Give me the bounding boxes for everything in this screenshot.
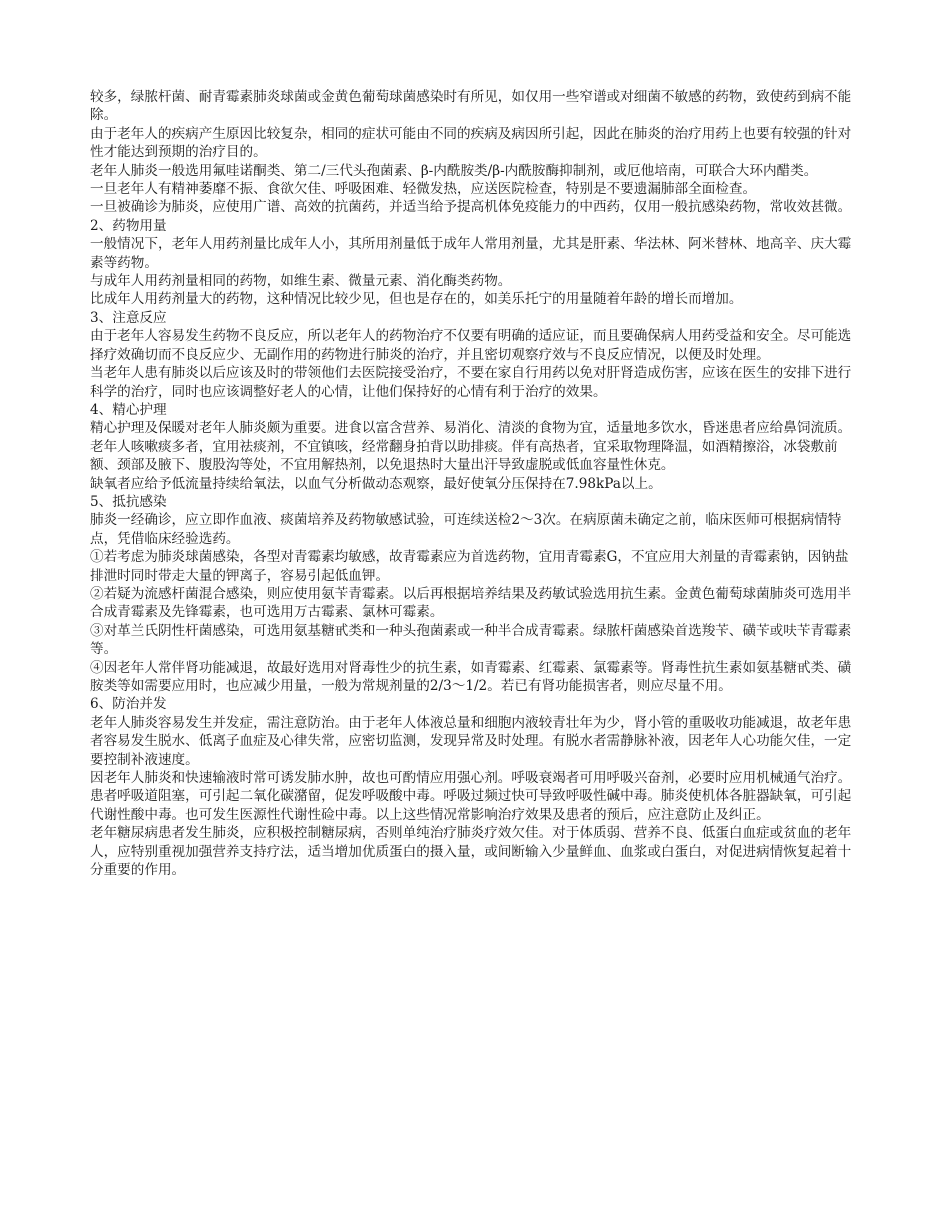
paragraph: 老年糖尿病患者发生肺炎，应积极控制糖尿病，否则单纯治疗肺炎疗效欠佳。对于体质弱、营养不良、低蛋白血症或贫血的老年人，应特别重视加强营养支持疗法，适当增加优质蛋白的摄入量，或间断输入少量鲜血、血浆或白蛋白，对促进病情恢复起着十分重要的作用。 [90, 825, 852, 879]
paragraph: 与成年人用药剂量相同的药物，如维生素、微量元素、消化酶类药物。 [90, 273, 512, 290]
paragraph: 患者呼吸道阻塞，可引起二氧化碳潴留，促发呼吸酸中毒。呼吸过频过快可导致呼吸性碱中毒。肺炎使机体各脏器缺氧，可引起代谢性酸中毒。也可发生医源性代谢性硷中毒。以上这些情况常影响治疗效果及患者的预后，应注意防止及纠正。 [90, 788, 852, 823]
paragraph: 由于老年人容易发生药物不良反应，所以老年人的药物治疗不仅要有明确的适应证，而且要确保病人用药受益和安全。尽可能选择疗效确切而不良反应少、无副作用的药物进行肺炎的治疗，并且密切观察疗效与不良反应情况，以便及时处理。 [90, 328, 852, 363]
paragraph: 精心护理及保暖对老年人肺炎颇为重要。进食以富含营养、易消化、清淡的食物为宜，适量地多饮水，昏迷患者应给鼻饲流质。 [90, 420, 852, 437]
paragraph: 老年人咳嗽痰多者，宜用祛痰剂，不宜镇咳，经常翻身拍背以助排痰。伴有高热者，宜采取物理降温，如酒精擦浴，冰袋敷前额、颈部及腋下、腹股沟等处，不宜用解热剂，以免退热时大量出汗导致虚脱或低血容量性休克。 [90, 438, 838, 474]
document-body [90, 88, 862, 879]
paragraph: 肺炎一经确诊，应立即作血液、痰菌培养及药物敏感试验，可连续送检2～3次。在病原菌未确定之前，临床医师可根据病情特点，凭借临床经验选药。 [90, 512, 842, 547]
paragraph: ①若考虑为肺炎球菌感染，各型对青霉素均敏感，故青霉素应为首选药物，宜用青霉素G，不宜应用大剂量的青霉素钠，因钠盐排泄时同时带走大量的钾离子，容易引起低血钾。 [90, 549, 849, 584]
section-heading: 6、防治并发 [90, 696, 167, 713]
paragraph: 当老年人患有肺炎以后应该及时的带领他们去医院接受治疗，不要在家自行用药以免对肝肾造成伤害，应该在医生的安排下进行科学的治疗，同时也应该调整好老人的心情，让他们保持好的心情有利于治疗的效果。 [90, 365, 852, 400]
paragraph: 一般情况下，老年人用药剂量比成年人小，其所用剂量低于成年人常用剂量，尤其是肝素、华法林、阿米替林、地高辛、庆大霉素等药物。 [90, 236, 852, 271]
paragraph: 比成年人用药剂量大的药物，这种情况比较少见，但也是存在的，如美乐托宁的用量随着年龄的增长而增加。 [90, 291, 743, 308]
paragraph: 由于老年人的疾病产生原因比较复杂，相同的症状可能由不同的疾病及病因所引起，因此在肺炎的治疗用药上也要有较强的针对性才能达到预期的治疗目的。 [90, 125, 852, 161]
paragraph: 一旦老年人有精神萎靡不振、食欲欠佳、呼吸困难、轻微发热，应送医院检查，特别是不要遗漏肺部全面检查。 [90, 181, 757, 198]
paragraph: ③对革兰氏阴性杆菌感染，可选用氨基糖甙类和一种头孢菌素或一种半合成青霉素。绿脓杆菌感染首选羧苄、磺苄或呋苄青霉素等。 [90, 622, 852, 658]
paragraph: 一旦被确诊为肺炎，应使用广谱、高效的抗菌药，并适当给予提高机体免疫能力的中西药，仅用一般抗感染药物，常收效甚微。 [90, 199, 852, 216]
paragraph: ②若疑为流感杆菌混合感染，则应使用氨苄青霉素。以后再根据培养结果及药敏试验选用抗生素。金黄色葡萄球菌肺炎可选用半合成青霉素及先锋霉素，也可选用万古霉素、氯林可霉素。 [90, 585, 852, 621]
paragraph: ④因老年人常伴肾功能减退，故最好选用对肾毒性少的抗生素，如青霉素、红霉素、氯霉素等。肾毒性抗生素如氨基糖甙类、磺胺类等如需要应用时，也应减少用量，一般为常规剂量的2/3～1/2。若已有肾功能损害者，则应尽量不用。 [90, 659, 852, 694]
paragraph: 缺氧者应给予低流量持续给氧法，以血气分析做动态观察，最好使氧分压保持在7.98kPa以上。 [90, 475, 662, 492]
paragraph: 老年人肺炎一般选用氟哇诺酮类、第二/三代头孢菌素、β-内酰胺类/β-内酰胺酶抑制剂，或厄他培南，可联合大环内醋类。 [90, 162, 818, 179]
section-heading: 4、精心护理 [90, 401, 167, 418]
section-heading: 2、药物用量 [90, 217, 167, 234]
paragraph: 较多，绿脓杆菌、耐青霉素肺炎球菌或金黄色葡萄球菌感染时有所见，如仅用一些窄谱或对细菌不敏感的药物，致使药到病不能除。 [90, 89, 852, 124]
paragraph: 老年人肺炎容易发生并发症，需注意防治。由于老年人体液总量和细胞内液较青壮年为少，肾小管的重吸收功能减退，故老年患者容易发生脱水、低离子血症及心律失常，应密切监测，发现异常及时处理。有脱水者需静脉补液，因老年人心功能欠佳，一定要控制补液速度。 [90, 714, 852, 768]
paragraph: 因老年人肺炎和快速输液时常可诱发肺水肿，故也可酌情应用强心剂。呼吸衰竭者可用呼吸兴奋剂，必要时应用机械通气治疗。 [90, 770, 852, 787]
section-heading: 3、注意反应 [90, 309, 167, 326]
section-heading: 5、抵抗感染 [90, 493, 167, 510]
